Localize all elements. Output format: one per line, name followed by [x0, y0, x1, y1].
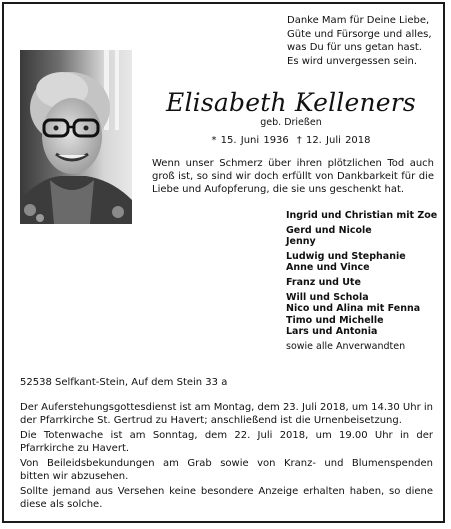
intro-text	[152, 157, 434, 196]
deceased-name: Elisabeth Kelleners	[166, 88, 416, 117]
motto-line: Danke Mam für Deine Liebe,	[287, 15, 430, 26]
mourner-line: Jenny	[286, 236, 316, 248]
portrait-photo	[20, 50, 132, 224]
mourner-line: Will und Schola	[286, 291, 369, 303]
mourner-line: Lars und Antonia	[286, 326, 378, 338]
mourner-line: Ingrid und Christian mit Zoe	[286, 210, 438, 221]
mourners-closing: sowie alle Anverwandten	[286, 340, 406, 352]
birth-name: geb. Drießen	[260, 117, 322, 128]
intro-line: groß ist, so sind wir doch erfüllt von Dankbarkeit für die	[152, 171, 434, 182]
mourner-group	[286, 277, 437, 289]
intro-line: Liebe und Aufopferung, die sie uns geschenkt hat.	[152, 184, 405, 195]
family-address: 52538 Selfkant-Stein, Auf dem Stein 33 a	[20, 377, 228, 388]
mourners-list	[286, 210, 437, 353]
mourner-line: Nico und Alina mit Fenna	[286, 303, 421, 315]
wake-paragraph	[20, 430, 433, 456]
paragraph-line: Sollte jemand aus Versehen keine besondere Anzeige erhalten haben, so diene	[20, 486, 433, 497]
mourner-group	[286, 210, 437, 222]
death-date: † 12. Juli 2018	[296, 135, 371, 146]
motto-verse	[287, 14, 432, 68]
paragraph-line: der Pfarrkirche St. Gertrud zu Havert; anschließend ist die Urnenbeisetzung.	[20, 414, 402, 426]
mourner-group	[286, 225, 437, 248]
mourner-group	[286, 292, 437, 338]
motto-line: Güte und Fürsorge und alles,	[287, 28, 432, 40]
paragraph-line: Der Auferstehungsgottesdienst ist am Montag, dem 23. Juli 2018, um 14.30 Uhr in	[20, 402, 433, 413]
intro-line: Wenn unser Schmerz über ihren plötzlichen Tod auch	[152, 158, 434, 169]
mourner-line: Anne und Vince	[286, 262, 370, 274]
mourner-group	[286, 251, 437, 274]
paragraph-line: Die Totenwache ist am Sonntag, dem 22. Juli 2018, um 19.00 Uhr in der	[20, 430, 433, 441]
motto-line: was Du für uns getan hast.	[287, 42, 422, 53]
notice-paragraph	[20, 486, 433, 512]
mourner-line: Gerd und Nicole	[286, 224, 372, 236]
mourner-line: Timo und Michelle	[286, 314, 384, 326]
paragraph-line: Pfarrkirche zu Havert.	[20, 442, 130, 454]
motto-line: Es wird unvergessen sein.	[287, 55, 418, 67]
paragraph-line: diese als solche.	[20, 498, 103, 510]
condolence-paragraph	[20, 458, 433, 484]
paragraph-line: Von Beileidsbekundungen am Grab sowie von Kranz- und Blumenspenden	[20, 458, 433, 469]
birth-date: * 15. Juni 1936	[211, 135, 289, 146]
mourner-line: Franz und Ute	[286, 276, 361, 288]
paragraph-line: bitten wir abzusehen.	[20, 470, 129, 482]
mourner-line: Ludwig und Stephanie	[286, 250, 406, 262]
life-dates	[152, 135, 430, 146]
service-details	[20, 402, 433, 514]
service-paragraph	[20, 402, 433, 428]
